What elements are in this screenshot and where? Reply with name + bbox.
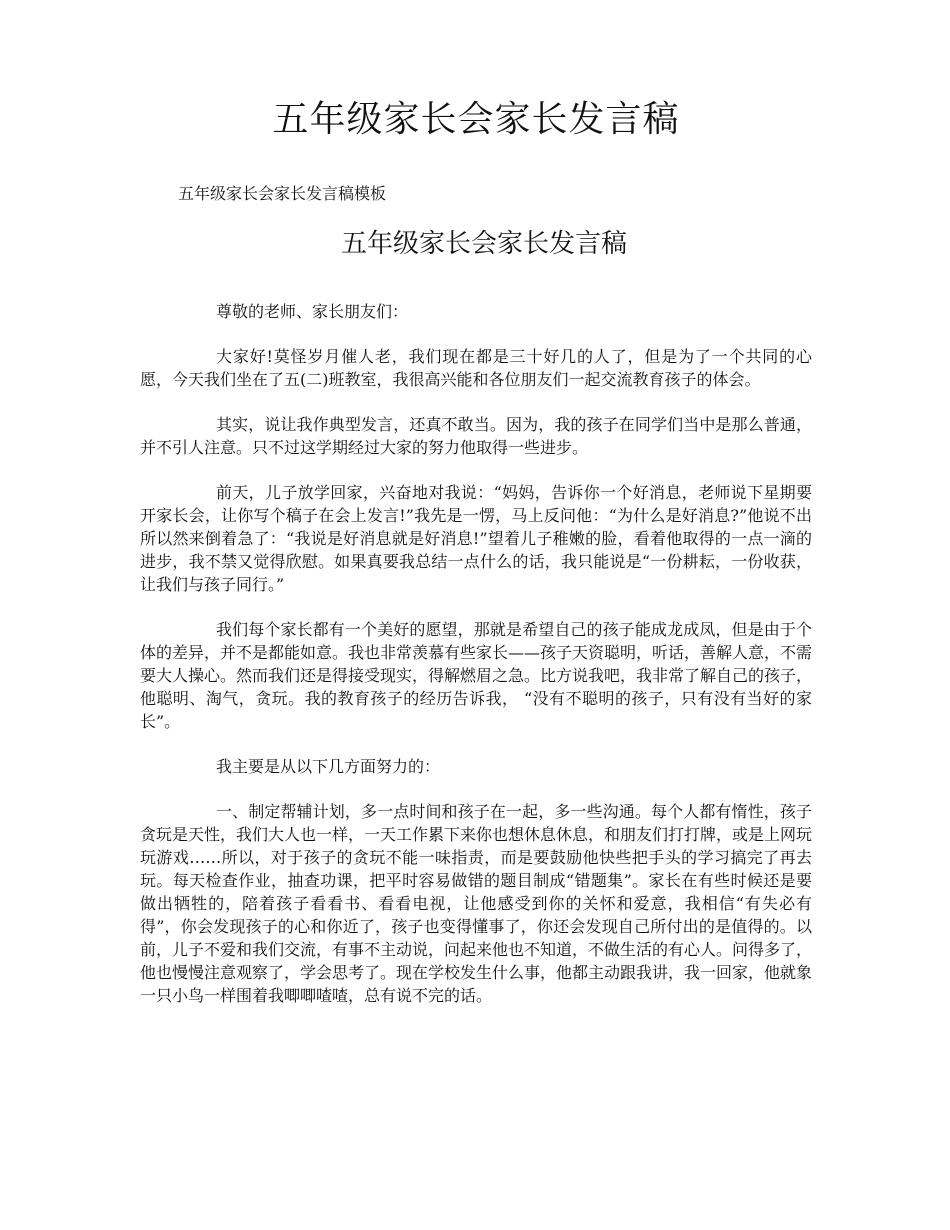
document-subtitle: 五年级家长会家长发言稿模板 [178, 184, 387, 203]
paragraph-anecdote: 前天，儿子放学回家，兴奋地对我说：“妈妈，告诉你一个好消息，老师说下星期要开家长会，让你写个稿子在会上发言!”我先是一愣，马上反问他：“为什么是好消息?”他说不出所以然来倒着急了：“我说是好消息就是好消息!”望着儿子稚嫩的脸，看着他取得的一点一滴的进步，我不禁又觉得欣慰。如果真要我总结一点什么的话，我只能说是“一份耕耘，一份收获，让我们与孩子同行。” [140, 483, 812, 594]
paragraph-salutation: 尊敬的老师、家长朋友们： [216, 302, 409, 321]
paragraph-expectations: 我们每个家长都有一个美好的愿望，那就是希望自己的孩子能成龙成凤，但是由于个体的差异，并不是都能如意。我也非常羡慕有些家长——孩子天资聪明，听话，善解人意，不需要大人操心。然而我们还是得接受现实，得解燃眉之急。比方说我吧，我非常了解自己的孩子，他聪明、淘气，贪玩。我的教育孩子的经历告诉我， “没有不聪明的孩子，只有没有当好的家长”。 [140, 620, 813, 731]
paragraph-greeting: 大家好!莫怪岁月催人老，我们现在都是三十好几的人了，但是为了一个共同的心愿，今天我们坐在了五(二)班教室，我很高兴能和各位朋友们一起交流教育孩子的体会。 [140, 347, 812, 389]
speech-heading: 五年级家长会家长发言稿 [340, 229, 627, 259]
document-title: 五年级家长会家长发言稿 [272, 99, 680, 140]
paragraph-modesty: 其实，说让我作典型发言，还真不敢当。因为，我的孩子在同学们当中是那么普通，并不引人注意。只不过这学期经过大家的努力他取得一些进步。 [140, 415, 812, 457]
paragraph-methods-intro: 我主要是从以下几方面努力的： [216, 757, 441, 776]
paragraph-method-one: 一、制定帮辅计划，多一点时间和孩子在一起，多一些沟通。每个人都有惰性，孩子贪玩是天性，我们大人也一样，一天工作累下来你也想休息休息，和朋友们打打牌，或是上网玩玩游戏……所以，对于孩子的贪玩不能一味指责，而是要鼓励他快些把手头的学习搞完了再去玩。每天检查作业，抽查功课，把平时容易做错的题目制成“错题集”。家长在有些时候还是要做出牺牲的，陪着孩子看看书、看看电视，让他感受到你的关怀和爱意，我相信“有失必有得”，你会发现孩子的心和你近了，孩子也变得懂事了，你还会发现自己所付出的是值得的。以前，儿子不爱和我们交流，有事不主动说，问起来他也不知道，不做生活的有心人。问得多了，他也慢慢注意观察了，学会思考了。现在学校发生什么事，他都主动跟我讲，我一回家，他就象一只小鸟一样围着我唧唧喳喳，总有说不完的话。 [140, 802, 813, 1005]
